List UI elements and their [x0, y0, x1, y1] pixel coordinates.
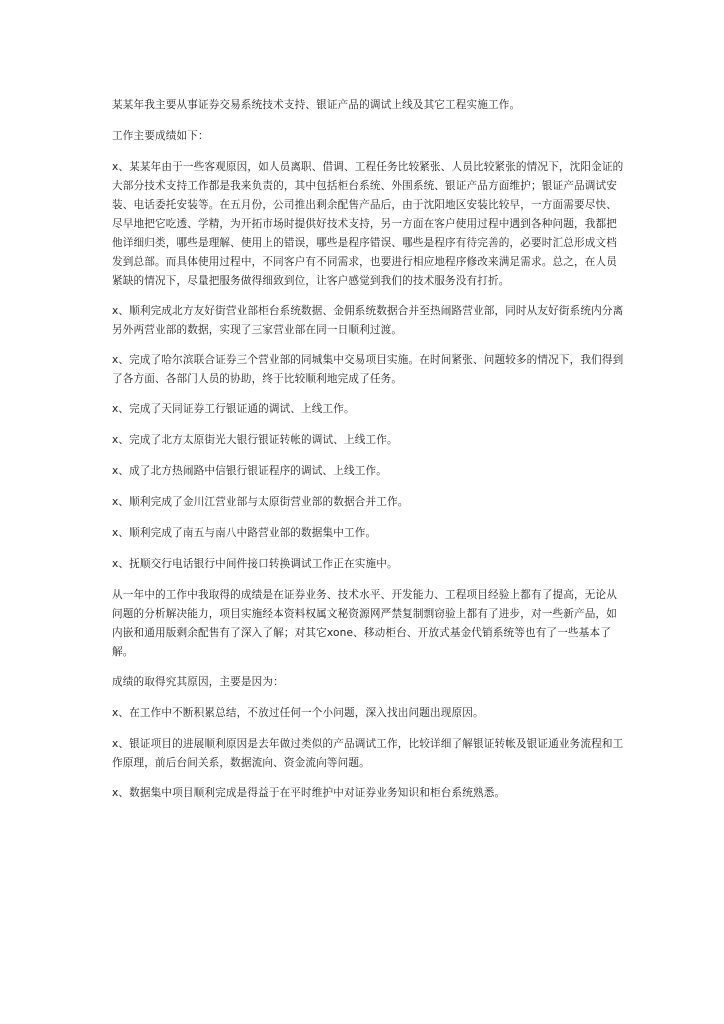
achievement-item-fushun: x、抚顺交行电话银行中间件接口转换调试工作正在实施中。	[112, 558, 398, 570]
achievement-item-guangda: x、完成了北方太原街光大银行银证转帐的调试、上线工作。	[112, 434, 398, 446]
reasons-heading: 成绩的取得究其原因，主要是因为：	[112, 676, 284, 688]
summary-paragraph: 从一年中的工作中我取得的成绩是在证券业务、技术水平、开发能力、工程项目经验上都有了提高，无论从问题的分析解决能力，项目实施经本资料权属文秘资源网严禁复制剽窃验上都有了进步，对一些新产品，如内嵌和通用版剩余配售有了深入了解；对其它xone、移动柜台、开放式基金代销系统等也有了一些基本了解。	[112, 589, 617, 658]
document-body	[112, 96, 624, 815]
reason-item-data-centralization: x、数据集中项目顺利完成是得益于在平时维护中对证券业务知识和柜台系统熟悉。	[112, 787, 506, 799]
achievement-item-nanwu: x、顺利完成了南五与南八中路营业部的数据集中工作。	[112, 527, 377, 539]
achievement-item-harbin-project: x、完成了哈尔滨联合证券三个营业部的同城集中交易项目实施。在时间紧张、问题较多的情况下，我们得到了各方面、各部门人员的协助，终于比较顺利地完成了任务。	[112, 354, 624, 385]
achievement-item-support: x、某某年由于一些客观原因，如人员离职、借调、工程任务比较紧张、人员比较紧张的情况下，沈阳金证的大部分技术支持工作都是我来负责的，其中包括柜台系统、外围系统、银证产品方面维护；银证产品调试安装、电话委托安装等。在五月份，公司推出剩余配售产品后，由于沈阳地区安装比较早，一方面需要尽快、尽早地把它吃透、学精，为开拓市场时提供好技术支持，另一方面在客户使用过程中遇到各种问题，我都把他详细归类，哪些是理解、使用上的错误，哪些是程序错误、哪些是程序有待完善的，必要时汇总形成文档发到总部。而具体使用过程中，不同客户有不同需求，也要进行相应地程序修改来满足需求。总之，在人员紧缺的情况下，尽量把服务做得细致到位，让客户感觉到我们的技术服务没有打折。	[112, 161, 624, 287]
achievements-heading: 工作主要成绩如下：	[112, 130, 209, 142]
achievement-item-tiantong: x、完成了天同证券工行银证通的调试、上线工作。	[112, 403, 355, 415]
achievement-item-jinchuanjiang: x、顺利完成了金川江营业部与太原街营业部的数据合并工作。	[112, 496, 409, 508]
achievement-item-data-merge: x、顺利完成北方友好街营业部柜台系统数据、金佣系统数据合并至热闹路营业部，同时从友好街系统内分离另外两营业部的数据，实现了三家营业部在同一日顺利过渡。	[112, 305, 624, 336]
reason-item-accumulate: x、在工作中不断积累总结，不放过任何一个小问题，深入找出问题出现原因。	[112, 707, 484, 719]
intro-paragraph: 某某年我主要从事证券交易系统技术支持、银证产品的调试上线及其它工程实施工作。	[112, 99, 521, 111]
reason-item-bank-securities: x、银证项目的进展顺利原因是去年做过类似的产品调试工作，比较详细了解银证转帐及银证通业务流程和工作原理，前后台间关系，数据流向、资金流向等问题。	[112, 738, 624, 769]
achievement-item-citic: x、成了北方热闹路中信银行银证程序的调试、上线工作。	[112, 465, 388, 477]
